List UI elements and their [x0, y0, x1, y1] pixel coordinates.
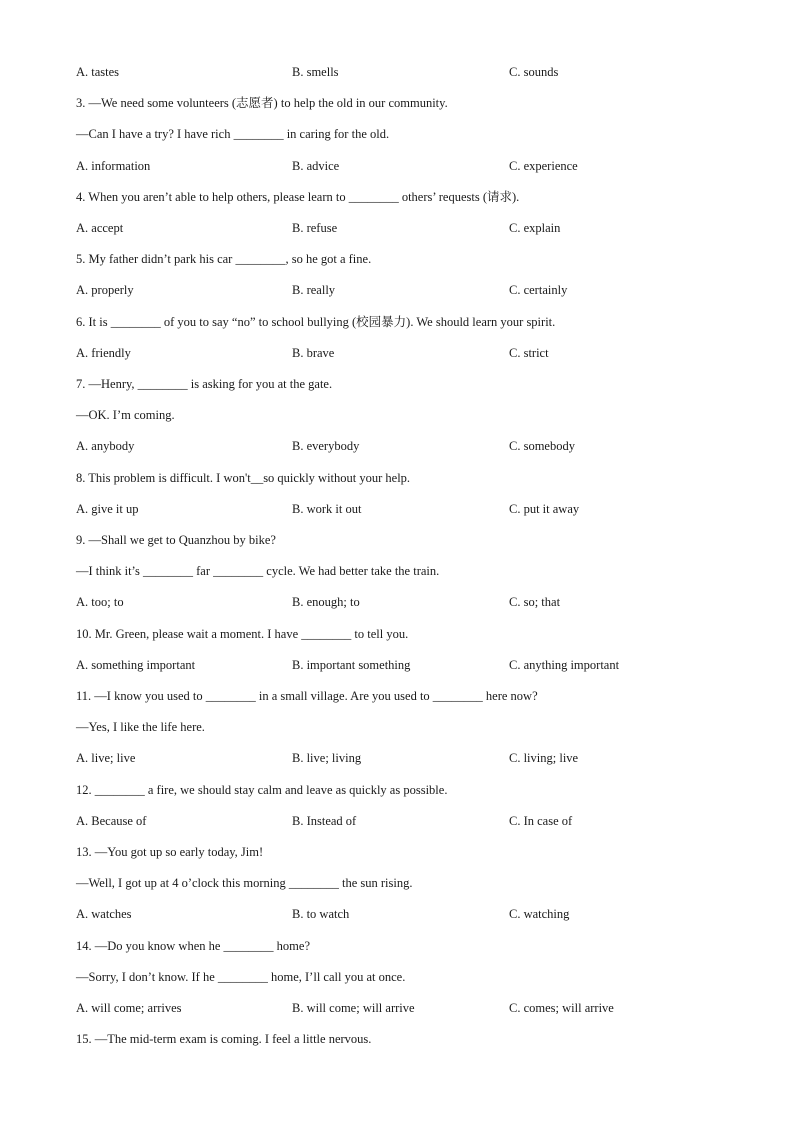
question-text: 14. —Do you know when he ________ home? — [76, 939, 310, 953]
question-text: 5. My father didn’t park his car ________, so he got a fine. — [76, 252, 372, 266]
question-text: 3. —We need some volunteers (志愿者) to help the old in our community. — [76, 96, 448, 110]
option-b: B. smells — [292, 65, 339, 79]
question-text: 7. —Henry, ________ is asking for you at the gate. — [76, 377, 333, 391]
option-c: C. put it away — [509, 502, 580, 516]
question-text: 6. It is ________ of you to say “no” to school bullying (校园暴力). We should learn your spirit. — [76, 315, 556, 329]
option-a: A. too; to — [76, 595, 124, 609]
option-a: A. tastes — [76, 65, 120, 79]
option-c: C. explain — [509, 221, 561, 235]
option-row — [0, 345, 794, 361]
option-b: B. Instead of — [292, 814, 357, 828]
question-text: 11. —I know you used to ________ in a small village. Are you used to ________ here now? — [76, 689, 538, 703]
option-b: B. everybody — [292, 439, 360, 453]
question-text: 15. —The mid-term exam is coming. I feel a little nervous. — [76, 1032, 372, 1046]
question-text: 12. ________ a fire, we should stay calm and leave as quickly as possible. — [76, 783, 448, 797]
question-text: 10. Mr. Green, please wait a moment. I have ________ to tell you. — [76, 627, 409, 641]
option-c: C. strict — [509, 346, 549, 360]
option-c: C. comes; will arrive — [509, 1001, 614, 1015]
option-c: C. experience — [509, 159, 578, 173]
option-row — [0, 1000, 794, 1016]
question-text: —Can I have a try? I have rich ________ in caring for the old. — [76, 127, 390, 141]
option-c: C. sounds — [509, 65, 559, 79]
option-c: C. certainly — [509, 283, 568, 297]
option-a: A. information — [76, 159, 151, 173]
option-a: A. will come; arrives — [76, 1001, 182, 1015]
option-c: C. somebody — [509, 439, 575, 453]
question-text: 8. This problem is difficult. I won't__so quickly without your help. — [76, 471, 411, 485]
option-b: B. brave — [292, 346, 335, 360]
option-row — [0, 64, 794, 80]
option-row — [0, 594, 794, 610]
question-text: —Yes, I like the life here. — [76, 720, 205, 734]
option-row — [0, 501, 794, 517]
question-text: 13. —You got up so early today, Jim! — [76, 845, 264, 859]
option-c: C. living; live — [509, 751, 579, 765]
option-c: C. watching — [509, 907, 570, 921]
option-a: A. watches — [76, 907, 132, 921]
option-b: B. enough; to — [292, 595, 360, 609]
option-a: A. properly — [76, 283, 134, 297]
option-a: A. Because of — [76, 814, 147, 828]
option-b: B. really — [292, 283, 336, 297]
option-a: A. give it up — [76, 502, 139, 516]
option-b: B. to watch — [292, 907, 350, 921]
question-text: —OK. I’m coming. — [76, 408, 175, 422]
option-a: A. accept — [76, 221, 124, 235]
option-row — [0, 750, 794, 766]
option-a: A. friendly — [76, 346, 131, 360]
question-text: —Well, I got up at 4 o’clock this morning ________ the sun rising. — [76, 876, 413, 890]
option-b: B. live; living — [292, 751, 362, 765]
option-b: B. work it out — [292, 502, 362, 516]
option-c: C. In case of — [509, 814, 573, 828]
option-a: A. anybody — [76, 439, 135, 453]
option-row — [0, 220, 794, 236]
option-a: A. something important — [76, 658, 196, 672]
option-c: C. so; that — [509, 595, 561, 609]
question-text: 4. When you aren’t able to help others, please learn to ________ others’ requests (请求). — [76, 190, 520, 204]
option-row — [0, 657, 794, 673]
option-row — [0, 282, 794, 298]
option-row — [0, 158, 794, 174]
option-row — [0, 906, 794, 922]
option-b: B. refuse — [292, 221, 338, 235]
option-a: A. live; live — [76, 751, 136, 765]
option-row — [0, 813, 794, 829]
question-text: —Sorry, I don’t know. If he ________ home, I’ll call you at once. — [76, 970, 406, 984]
question-text: 9. —Shall we get to Quanzhou by bike? — [76, 533, 276, 547]
option-b: B. will come; will arrive — [292, 1001, 415, 1015]
option-b: B. advice — [292, 159, 340, 173]
question-text: —I think it’s ________ far ________ cycle. We had better take the train. — [76, 564, 440, 578]
option-b: B. important something — [292, 658, 411, 672]
option-row — [0, 438, 794, 454]
option-c: C. anything important — [509, 658, 620, 672]
